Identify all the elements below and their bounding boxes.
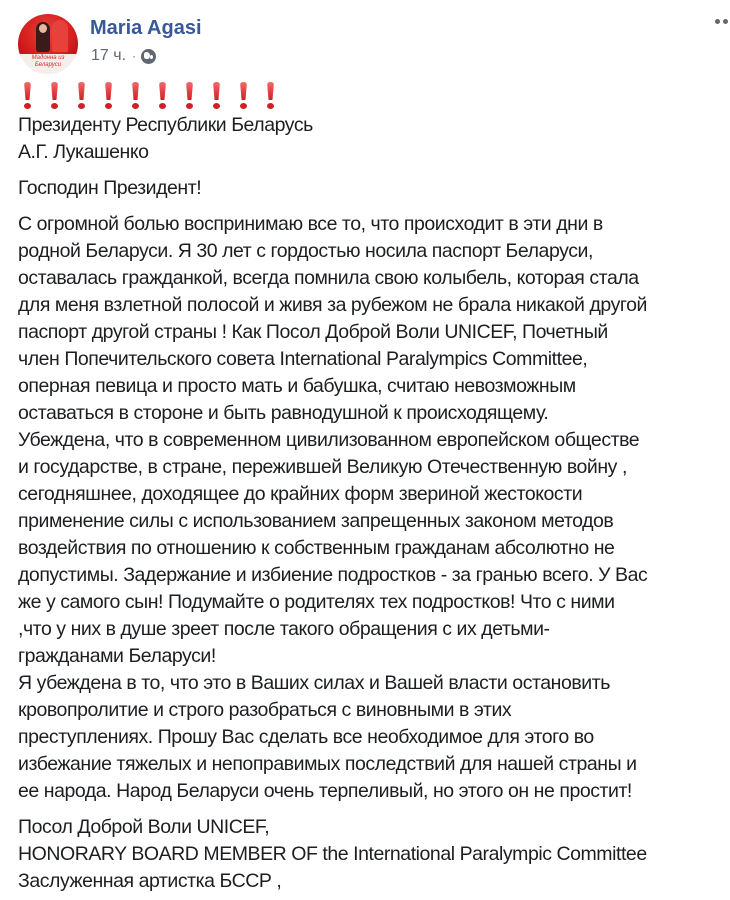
- text-line: ,что у них в душе зреет после такого обращения с их детьми-: [18, 618, 550, 640]
- post-header: [0, 0, 730, 80]
- post-timestamp[interactable]: 17 ч.: [91, 47, 127, 64]
- more-dot-icon: [723, 19, 728, 24]
- more-dot-icon: [715, 19, 720, 24]
- post-body: [18, 112, 730, 895]
- exclamation-icon: [157, 82, 184, 110]
- post-meta: [91, 47, 156, 65]
- text-line: гражданами Беларуси!: [18, 645, 216, 667]
- text-line: член Попечительского совета International Paralympics Committee,: [18, 348, 588, 370]
- author-avatar[interactable]: [18, 14, 78, 74]
- exclamation-icon: [184, 82, 211, 110]
- globe-icon[interactable]: [141, 49, 156, 64]
- exclamation-icon: [238, 82, 265, 110]
- text-line: оставаться в стороне и быть равнодушной к происходящему.: [18, 402, 549, 424]
- text-line: допустимы. Задержание и избиение подростков - за гранью всего. У Вас: [18, 564, 648, 586]
- text-line: оперная певица и просто мать и бабушка, считаю невозможным: [18, 375, 576, 397]
- exclamation-emoji-row: [22, 82, 292, 110]
- avatar-figure: [52, 20, 68, 52]
- text-line: кровопролитие и строго разобраться с виновными в этих: [18, 699, 512, 721]
- text-line: HONORARY BOARD MEMBER OF the International Paralympic Committee: [18, 843, 647, 865]
- letter-paragraph: [18, 211, 730, 805]
- exclamation-icon: [130, 82, 157, 110]
- exclamation-icon: [211, 82, 238, 110]
- meta-separator: ·: [132, 49, 137, 63]
- text-line: ее народа. Народ Беларуси очень терпеливый, но этого он не простит!: [18, 780, 632, 802]
- more-options-button[interactable]: [715, 19, 730, 24]
- text-line: для меня взлетной полосой и живя за рубежом не брала никакой другой: [18, 294, 647, 316]
- signature-block: [18, 814, 730, 895]
- exclamation-icon: [265, 82, 292, 110]
- text-line: Заслуженная артистка БССР ,: [18, 870, 282, 892]
- salutation: Господин Президент!: [18, 177, 202, 199]
- text-line: избежание тяжелых и непоправимых последствий для нашей страны и: [18, 753, 637, 775]
- text-line: и государстве, в стране, пережившей Великую Отечественную войну ,: [18, 456, 627, 478]
- text-line: оставалась гражданкой, всегда помнила свою колыбель, которая стала: [18, 267, 639, 289]
- text-line: Посол Доброй Воли UNICEF,: [18, 816, 270, 838]
- avatar-caption: Мадонна из Беларуси: [31, 55, 65, 68]
- avatar-face: [39, 24, 47, 33]
- text-line: родной Беларуси. Я 30 лет с гордостью носила паспорт Беларуси,: [18, 240, 593, 262]
- exclamation-icon: [49, 82, 76, 110]
- address-line: А.Г. Лукашенко: [18, 141, 149, 163]
- address-line: Президенту Республики Беларусь: [18, 114, 313, 136]
- text-line: сегодняшнее, доходящее до крайних форм звериной жестокости: [18, 483, 583, 505]
- text-line: Я убеждена в то, что это в Ваших силах и Вашей власти остановить: [18, 672, 610, 694]
- text-line: же у самого сын! Подумайте о родителях тех подростков! Что с ними: [18, 591, 615, 613]
- exclamation-icon: [22, 82, 49, 110]
- text-line: С огромной болью воспринимаю все то, что происходит в эти дни в: [18, 213, 603, 235]
- text-line: воздействия по отношению к собственным гражданам абсолютно не: [18, 537, 615, 559]
- exclamation-icon: [103, 82, 130, 110]
- exclamation-icon: [76, 82, 103, 110]
- author-name-link[interactable]: Maria Agasi: [90, 17, 202, 39]
- text-line: Убеждена, что в современном цивилизованном европейском обществе: [18, 429, 640, 451]
- text-line: применение силы с использованием запрещенных законом методов: [18, 510, 614, 532]
- text-line: паспорт другой страны ! Как Посол Доброй Воли UNICEF, Почетный: [18, 321, 608, 343]
- text-line: преступлениях. Прошу Вас сделать все необходимое для этого во: [18, 726, 594, 748]
